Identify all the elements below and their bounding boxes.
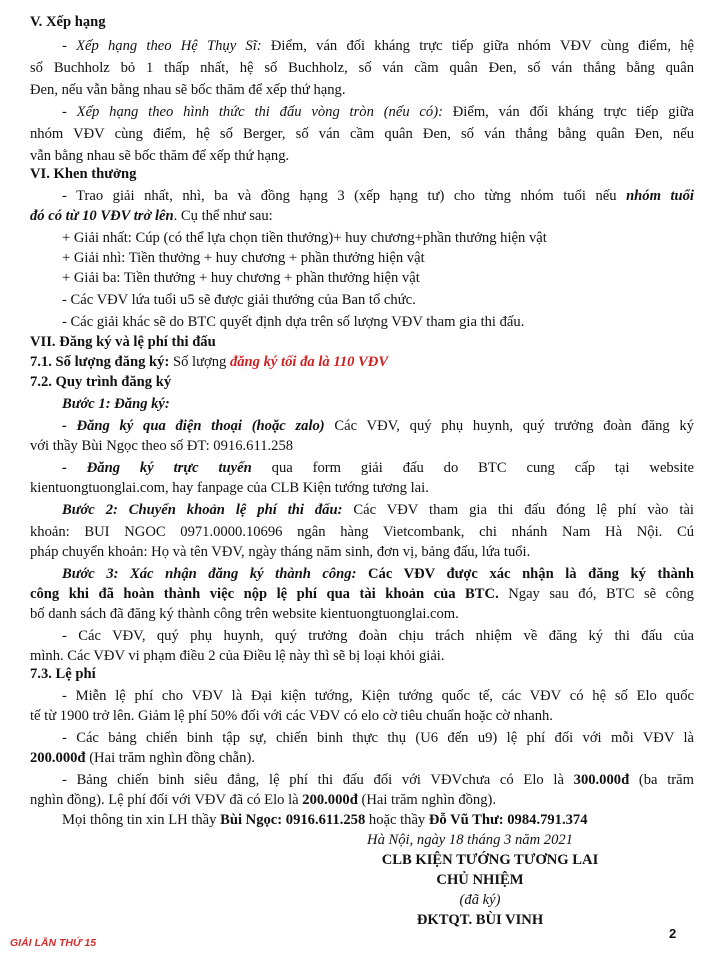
ranking-round-robin-line-3: vẫn bằng nhau sẽ bốc thăm để xếp thứ hạng. xyxy=(30,148,290,164)
ranking-swiss-line-2: số Buchholz bỏ 1 thấp nhất, hệ số Buchholz, số ván cầm quân Đen, số ván thắng bằng quân xyxy=(30,60,694,76)
section-5-title: V. Xếp hạng xyxy=(30,14,106,30)
ranking-swiss-line-3: Đen, nếu vẫn bằng nhau sẽ bốc thăm để xếp thứ hạng. xyxy=(30,82,346,98)
prize-first: + Giải nhất: Cúp (có thể lựa chọn tiền thưởng)+ huy chương+phần thưởng hiện vật xyxy=(62,230,547,246)
step-2-line-3: pháp chuyển khoản: Họ và tên VĐV, ngày tháng năm sinh, đơn vị, bảng đấu, lứa tuổi. xyxy=(30,544,531,560)
responsibility-line-1: - Các VĐV, quý phụ huynh, quý trưởng đoàn chịu trách nhiệm về đăng ký thi đấu của xyxy=(62,628,694,644)
prize-second: + Giải nhì: Tiền thưởng + huy chương + phần thưởng hiện vật xyxy=(62,250,425,266)
online-registration-line-2: kientuongtuonglai.com, hay fanpage của CLB Kiện tướng tương lai. xyxy=(30,480,429,496)
signature-signed: (đã ký) xyxy=(459,892,501,908)
fee-junior-line-2: 200.000đ (Hai trăm nghìn đồng chẵn). xyxy=(30,750,255,766)
registration-process-title: 7.2. Quy trình đăng ký xyxy=(30,374,172,390)
signature-name: ĐKTQT. BÙI VINH xyxy=(416,912,544,928)
prize-other: - Các giải khác sẽ do BTC quyết định dựa trên số lượng VĐV tham gia thi đấu. xyxy=(62,314,525,330)
responsibility-line-2: mình. Các VĐV vi phạm điều 2 của Điều lệ này thì sẽ bị loại khỏi giải. xyxy=(30,648,445,664)
registration-quota: 7.1. Số lượng đăng ký: Số lượng đăng ký tối đa là 110 VĐV xyxy=(30,354,389,370)
prize-third: + Giải ba: Tiền thưởng + huy chương + phần thưởng hiện vật xyxy=(62,270,420,286)
section-6-title: VI. Khen thưởng xyxy=(30,166,137,182)
fee-junior-line-1: - Các bảng chiến binh tập sự, chiến binh thực thụ (U6 đến u9) lệ phí đối với mỗi VĐV là xyxy=(62,730,694,746)
page-number: 2 xyxy=(669,926,677,941)
ranking-round-robin-line-1: - Xếp hạng theo hình thức thi đấu vòng tròn (nếu có): Điểm, ván đối kháng trực tiếp giữa xyxy=(62,104,694,120)
ranking-swiss-line-1: - Xếp hạng theo Hệ Thụy Sĩ: Điểm, ván đối kháng trực tiếp giữa nhóm VĐV cùng điểm, hệ xyxy=(62,38,694,54)
fee-senior-line-1: - Bảng chiến binh siêu đẳng, lệ phí thi đấu đối với VĐVchưa có Elo là 300.000đ (ba trăm xyxy=(62,772,694,788)
contact-line: Mọi thông tin xin LH thầy Bùi Ngọc: 0916.611.258 hoặc thầy Đỗ Vũ Thư: 0984.791.374 xyxy=(62,812,588,828)
online-registration-line-1: - Đăng ký trực tuyến qua form giải đấu do BTC cung cấp tại website xyxy=(62,460,694,476)
signature-club: CLB KIỆN TƯỚNG TƯƠNG LAI xyxy=(381,852,599,868)
step-3-line-1: Bước 3: Xác nhận đăng ký thành công: Các VĐV được xác nhận là đăng ký thành xyxy=(62,566,694,582)
footer-label: GIẢI LẦN THỨ 15 xyxy=(10,937,97,949)
phone-registration-line-2: với thầy Bùi Ngọc theo số ĐT: 0916.611.258 xyxy=(30,438,294,454)
awards-line-1: - Trao giải nhất, nhì, ba và đồng hạng 3 (xếp hạng tư) cho từng nhóm tuổi nếu nhóm tuổi xyxy=(62,188,694,204)
step-2-line-2: khoản: BUI NGOC 0971.0000.10696 ngân hàng Vietcombank, chi nhánh Nam Hà Nội. Cú xyxy=(30,524,694,540)
section-7-title: VII. Đăng ký và lệ phí thi đấu xyxy=(30,334,216,350)
signature-date: Hà Nội, ngày 18 tháng 3 năm 2021 xyxy=(367,832,573,848)
fee-exempt-line-1: - Miễn lệ phí cho VĐV là Đại kiện tướng, Kiện tướng quốc tế, các VĐV có hệ số Elo quốc xyxy=(62,688,694,704)
step-3-line-2: công khi đã hoàn thành việc nộp lệ phí qua tài khoản của BTC. Ngay sau đó, BTC sẽ công xyxy=(30,586,694,602)
fee-exempt-line-2: tế từ 1900 trở lên. Giảm lệ phí 50% đối với các VĐV có elo cờ tiêu chuẩn hoặc cờ nhanh. xyxy=(30,708,553,724)
step-1-title: Bước 1: Đăng ký: xyxy=(62,396,170,412)
fees-title: 7.3. Lệ phí xyxy=(30,666,96,682)
prize-u5: - Các VĐV lứa tuổi u5 sẽ được giải thưởng của Ban tổ chức. xyxy=(62,292,416,308)
awards-line-2: đó có từ 10 VĐV trở lên. Cụ thể như sau: xyxy=(30,208,273,224)
step-3-line-3: bố danh sách đã đăng ký thành công trên website kientuongtuonglai.com. xyxy=(30,606,459,622)
phone-registration-line-1: - Đăng ký qua điện thoại (hoặc zalo) Các VĐV, quý phụ huynh, quý trưởng đoàn đăng ký xyxy=(62,418,694,434)
fee-senior-line-2: nghìn đồng). Lệ phí đối với VĐV đã có Elo là 200.000đ (Hai trăm nghìn đồng). xyxy=(30,792,497,808)
ranking-round-robin-line-2: nhóm VĐV cùng điểm, hệ số Berger, số ván cầm quân Đen, số ván thắng bằng quân Đen, nếu xyxy=(30,126,694,142)
signature-role: CHỦ NHIỆM xyxy=(436,872,524,888)
step-2-line-1: Bước 2: Chuyển khoản lệ phí thi đấu: Các VĐV tham gia thi đấu đóng lệ phí vào tài xyxy=(62,502,694,518)
